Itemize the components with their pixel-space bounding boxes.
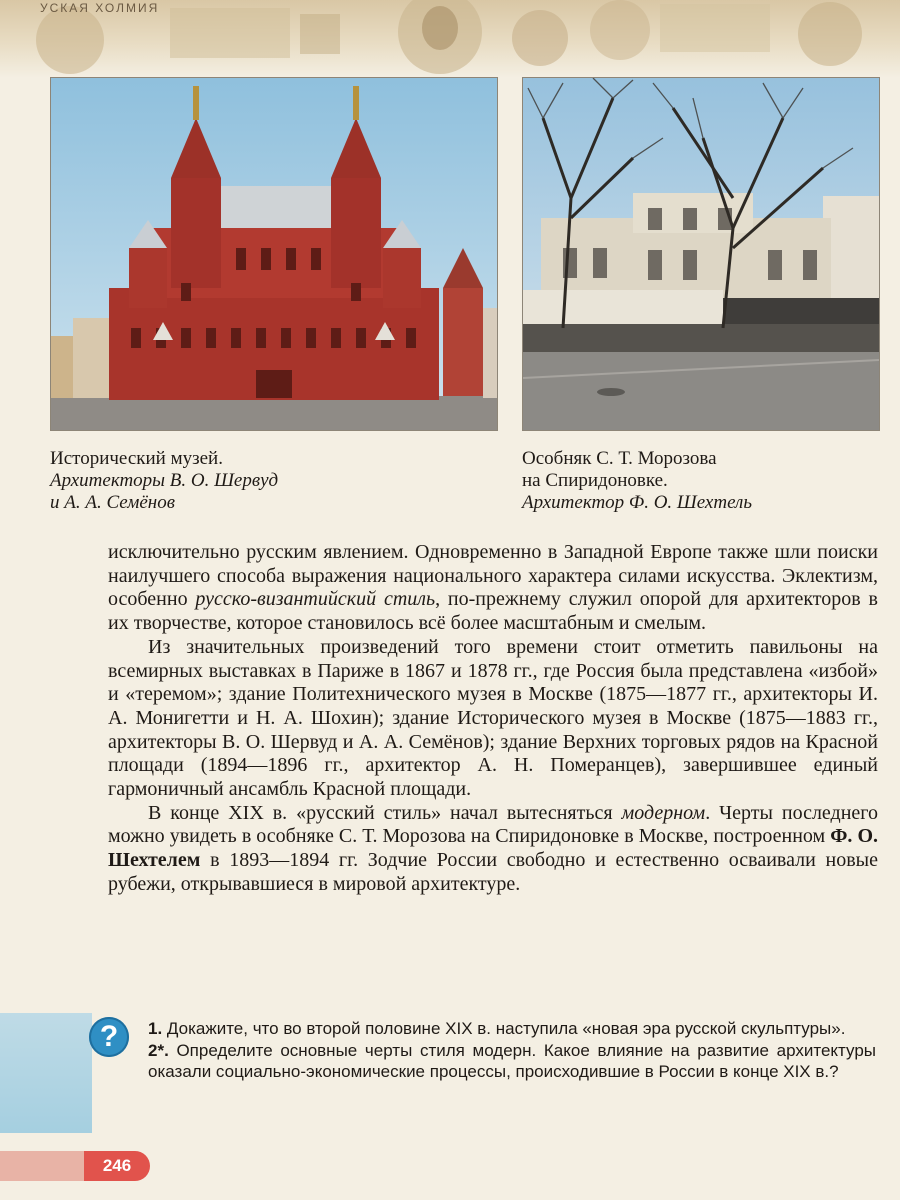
mansion-caption (522, 448, 892, 514)
header-band-label: УСКАЯ ХОЛМИЯ (40, 1, 160, 15)
historical-museum-photo (50, 77, 498, 431)
paragraph-3-architect-name: Ф. О. Шехтелем (108, 825, 879, 872)
morozov-mansion-photo (522, 77, 880, 431)
questions-list (148, 1018, 876, 1083)
mansion-caption-title: Особняк С. Т. Морозова (522, 448, 717, 469)
question-2-number: 2*. (148, 1040, 169, 1060)
header-decorative-band (0, 0, 900, 78)
paragraph-2: Из значительных произведений того времени стоит отметить павильоны на всемирных выставках в Париже в 1867 и 1878 гг., где Россия была представлена «избой» и «теремом»; здание Политехнического музея в Москве (1875—1877 гг., архитекторы И. А. Монигетти и Н. А. Шохин); здание Исторического музея в Москве (1875—1883 гг., архитекторы В. О. Шервуд и А. А. Семёнов); здание Верхних торговых рядов на Красной площади (1894—1896 гг., архитектор А. Н. Померанцев), завершившее единый гармоничный ансамбль Красной площади. (108, 635, 878, 801)
museum-caption-architects-cont: и А. А. Семёнов (50, 492, 175, 513)
paragraph-3-text-b: . Черты последнего можно увидеть в особняке С. Т. Морозова на Спиридоновке в Москве, построенном (108, 801, 879, 848)
question-1-number: 1. (148, 1019, 163, 1038)
paragraph-1-text-b: , по-прежнему служил опорой для архитекторов в их творчестве, которое становилось всё более масштабным и смелым. (108, 588, 878, 635)
museum-caption-architects: Архитекторы В. О. Шервуд (50, 470, 279, 491)
question-2-text: Определите основные черты стиля модерн. Какое влияние на развитие архитектуры оказали социально-экономические процессы, происходившие в России в конце XIX в.? (148, 1040, 876, 1081)
paragraph-3-text-a: В конце XIX в. «русский стиль» начал вытесняться (148, 801, 622, 824)
museum-caption-title: Исторический музей. (50, 448, 223, 469)
paragraph-1-term: русско-византийский стиль (195, 588, 436, 611)
museum-caption (50, 448, 490, 514)
question-1 (148, 1018, 876, 1040)
paragraph-3 (108, 802, 878, 897)
paragraph-1-text-a: исключительно русским явлением. Одновременно в Западной Европе также шли поиски наилучшего способа выражения национального характера силами искусства. Эклектизм, особенно (108, 541, 878, 611)
mansion-illustration-icon (523, 78, 879, 430)
paragraph-1 (108, 541, 878, 636)
museum-illustration-icon (51, 78, 497, 430)
mansion-caption-architect: Архитектор Ф. О. Шехтель (522, 492, 752, 513)
question-2 (148, 1040, 876, 1083)
main-body-text (108, 541, 878, 897)
question-1-text: Докажите, что во второй половине XIX в. наступила «новая эра русской скульптуры». (162, 1019, 846, 1038)
page-number: 246 (84, 1151, 150, 1181)
page-number-bar (0, 1151, 84, 1181)
question-mark-icon: ? (89, 1017, 129, 1057)
mansion-caption-location: на Спиридоновке. (522, 470, 668, 491)
paragraph-3-text-c: в 1893—1894 гг. Зодчие России свободно и естественно осваивали новые рубежи, открывавшиеся в мировой архитектуре. (108, 849, 878, 895)
questions-side-stripe (0, 1013, 92, 1133)
paragraph-3-term: модерном (621, 801, 706, 824)
